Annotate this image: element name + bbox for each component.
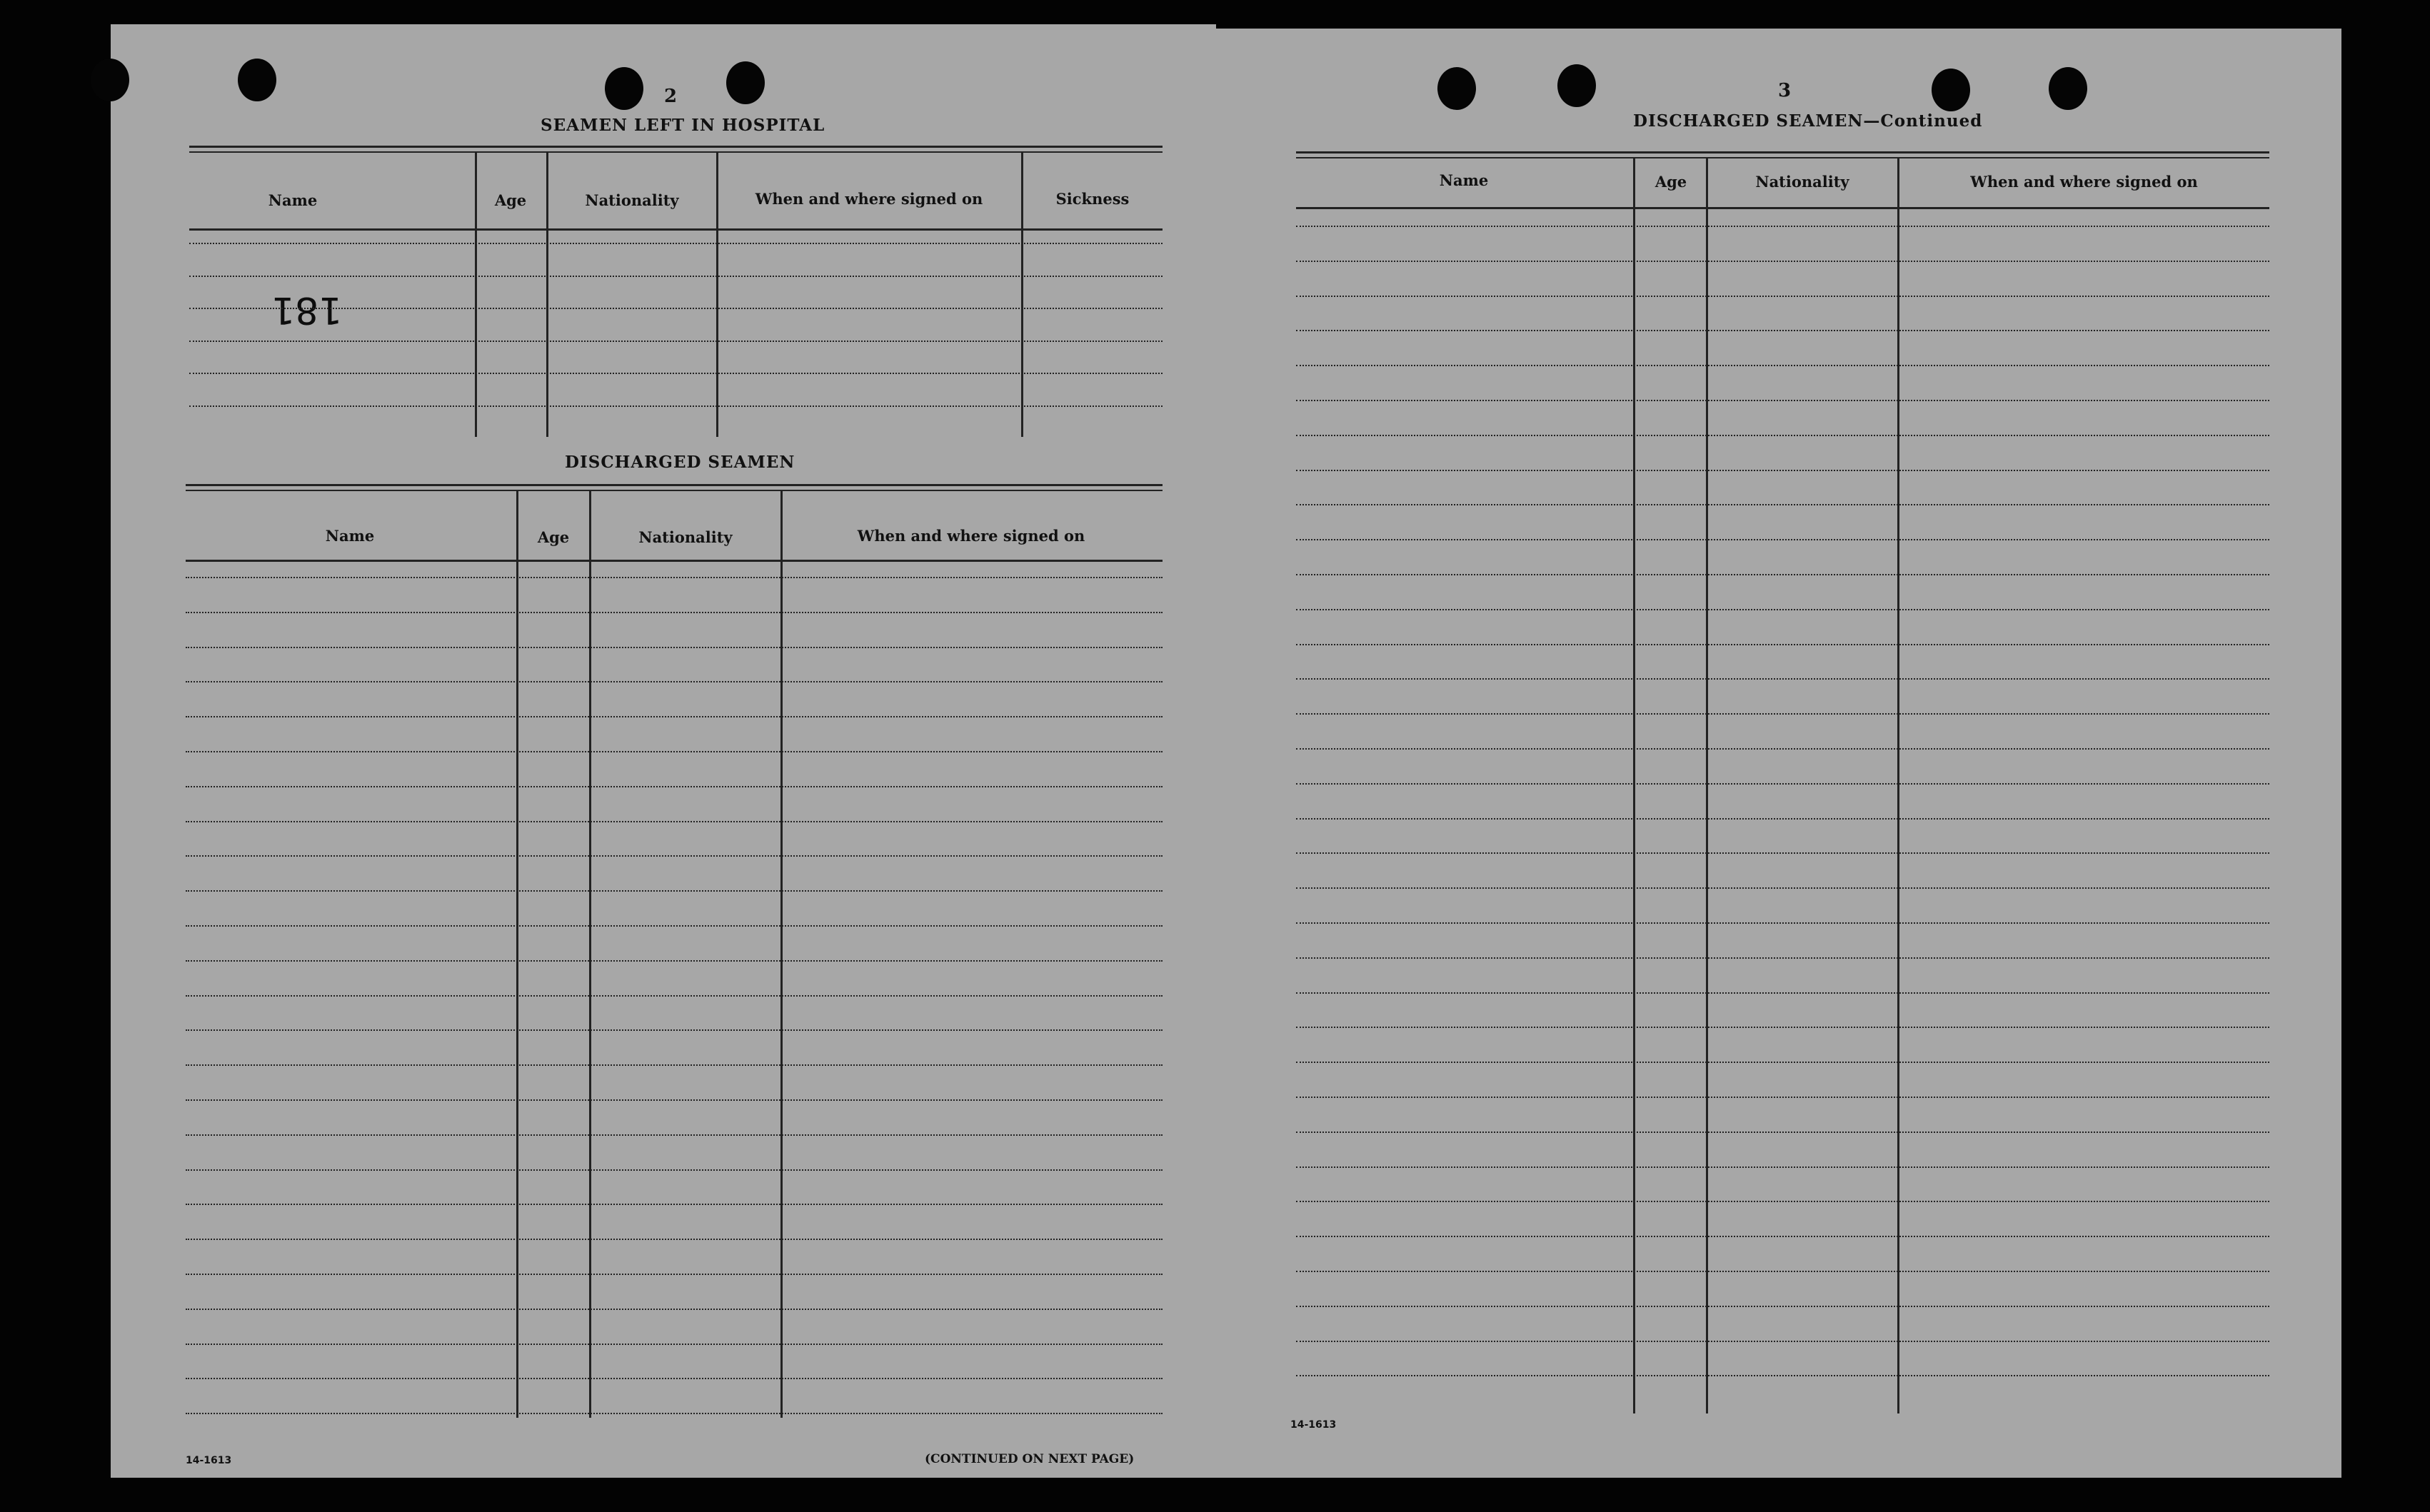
table-row-line <box>1296 644 2269 645</box>
header-rule <box>1296 207 2269 209</box>
table-row-line <box>189 405 1163 407</box>
right-page <box>1212 29 2341 1478</box>
table-row-line <box>1296 539 2269 540</box>
table-row-line <box>186 1239 1163 1240</box>
table-row-line <box>186 1274 1163 1275</box>
table-row-line <box>186 1309 1163 1310</box>
header-rule <box>186 560 1163 562</box>
column-header-name: Name <box>325 527 375 545</box>
punch-hole <box>726 61 765 104</box>
table-row-line <box>1296 1375 2269 1376</box>
column-divider <box>475 153 477 437</box>
column-header-nationality: Nationality <box>638 528 733 546</box>
table-row-line <box>186 577 1163 578</box>
section-title-hospital: SEAMEN LEFT IN HOSPITAL <box>541 116 825 135</box>
table-row-line <box>186 1413 1163 1414</box>
table-row-line <box>186 995 1163 997</box>
punch-hole <box>1932 69 1970 111</box>
table-row-line <box>1296 365 2269 366</box>
handwritten-mark: 181 <box>271 288 343 331</box>
table-row-line <box>1296 1306 2269 1307</box>
table-row-line <box>186 751 1163 752</box>
column-header-age: Age <box>494 191 527 209</box>
table-row-line <box>186 1099 1163 1101</box>
table-top-rule <box>189 146 1163 153</box>
section-title-discharged-continued: DISCHARGED SEAMEN—Continued <box>1633 111 1983 131</box>
table-row-line <box>1296 748 2269 750</box>
table-row-line <box>189 276 1163 277</box>
table-row-line <box>1296 1201 2269 1202</box>
column-header-age: Age <box>537 528 570 546</box>
table-row-line <box>186 1169 1163 1171</box>
table-row-line <box>186 1378 1163 1379</box>
column-header-nationality: Nationality <box>585 191 679 209</box>
table-row-line <box>1296 1062 2269 1063</box>
table-row-line <box>1296 1236 2269 1237</box>
header-rule <box>189 228 1163 231</box>
punch-hole <box>91 59 129 101</box>
page-number: 3 <box>1778 80 1792 101</box>
table-row-line <box>186 855 1163 857</box>
table-row-line <box>1296 504 2269 505</box>
table-row-line <box>1296 609 2269 610</box>
table-row-line <box>186 925 1163 927</box>
table-row-line <box>186 716 1163 717</box>
column-divider <box>589 491 591 1418</box>
form-number: 14-1613 <box>1290 1419 1337 1431</box>
table-row-line <box>186 1344 1163 1345</box>
table-row-line <box>1296 1341 2269 1342</box>
table-row-line <box>1296 261 2269 262</box>
column-header-sickness: Sickness <box>1055 190 1130 208</box>
column-header-when-where-signed-on: When and where signed on <box>755 190 983 208</box>
continued-note: (CONTINUED ON NEXT PAGE) <box>925 1452 1135 1466</box>
table-row-line <box>1296 330 2269 331</box>
punch-hole <box>2049 67 2087 110</box>
table-row-line <box>1296 992 2269 994</box>
table-row-line <box>189 243 1163 244</box>
table-row-line <box>1296 818 2269 820</box>
column-divider <box>1021 153 1023 437</box>
table-row-line <box>1296 922 2269 924</box>
form-number: 14-1613 <box>186 1455 232 1466</box>
table-row-line <box>186 786 1163 787</box>
column-header-when-where-signed-on: When and where signed on <box>1970 173 2198 191</box>
table-row-line <box>186 681 1163 682</box>
table-top-rule <box>1296 151 2269 158</box>
table-row-line <box>1296 1271 2269 1272</box>
table-row-line <box>1296 887 2269 889</box>
punch-hole <box>605 67 643 110</box>
table-row-line <box>186 647 1163 648</box>
column-divider <box>1897 158 1899 1413</box>
table-row-line <box>1296 574 2269 575</box>
punch-hole <box>238 59 276 101</box>
table-row-line <box>1296 1132 2269 1133</box>
section-title-discharged: DISCHARGED SEAMEN <box>565 453 795 472</box>
left-page <box>111 24 1216 1478</box>
table-row-line <box>189 373 1163 374</box>
column-divider <box>1633 158 1635 1413</box>
table-row-line <box>189 308 1163 309</box>
table-row-line <box>189 341 1163 342</box>
table-row-line <box>1296 435 2269 436</box>
table-top-rule <box>186 484 1163 491</box>
table-row-line <box>1296 852 2269 854</box>
column-divider <box>546 153 548 437</box>
table-row-line <box>186 1134 1163 1136</box>
table-row-line <box>1296 957 2269 959</box>
column-divider <box>516 491 518 1418</box>
table-row-line <box>1296 713 2269 715</box>
table-row-line <box>186 612 1163 613</box>
table-row-line <box>186 821 1163 822</box>
column-header-age: Age <box>1655 173 1687 191</box>
column-header-when-where-signed-on: When and where signed on <box>857 527 1085 545</box>
table-row-line <box>186 1204 1163 1205</box>
table-row-line <box>1296 296 2269 297</box>
column-divider <box>716 153 718 437</box>
punch-hole <box>1437 67 1476 110</box>
punch-hole <box>1557 64 1596 107</box>
table-row-line <box>186 1064 1163 1066</box>
column-header-name: Name <box>268 191 318 209</box>
column-divider <box>1706 158 1708 1413</box>
table-row-line <box>1296 1097 2269 1098</box>
column-header-nationality: Nationality <box>1755 173 1849 191</box>
page-number: 2 <box>664 86 678 107</box>
table-row-line <box>186 960 1163 962</box>
table-row-line <box>1296 1027 2269 1028</box>
table-row-line <box>1296 400 2269 401</box>
table-row-line <box>1296 678 2269 680</box>
table-row-line <box>1296 470 2269 471</box>
table-row-line <box>186 890 1163 892</box>
column-header-name: Name <box>1439 171 1489 189</box>
table-row-line <box>1296 783 2269 785</box>
table-row-line <box>186 1029 1163 1031</box>
column-divider <box>780 491 783 1418</box>
table-row-line <box>1296 226 2269 227</box>
table-row-line <box>1296 1166 2269 1168</box>
